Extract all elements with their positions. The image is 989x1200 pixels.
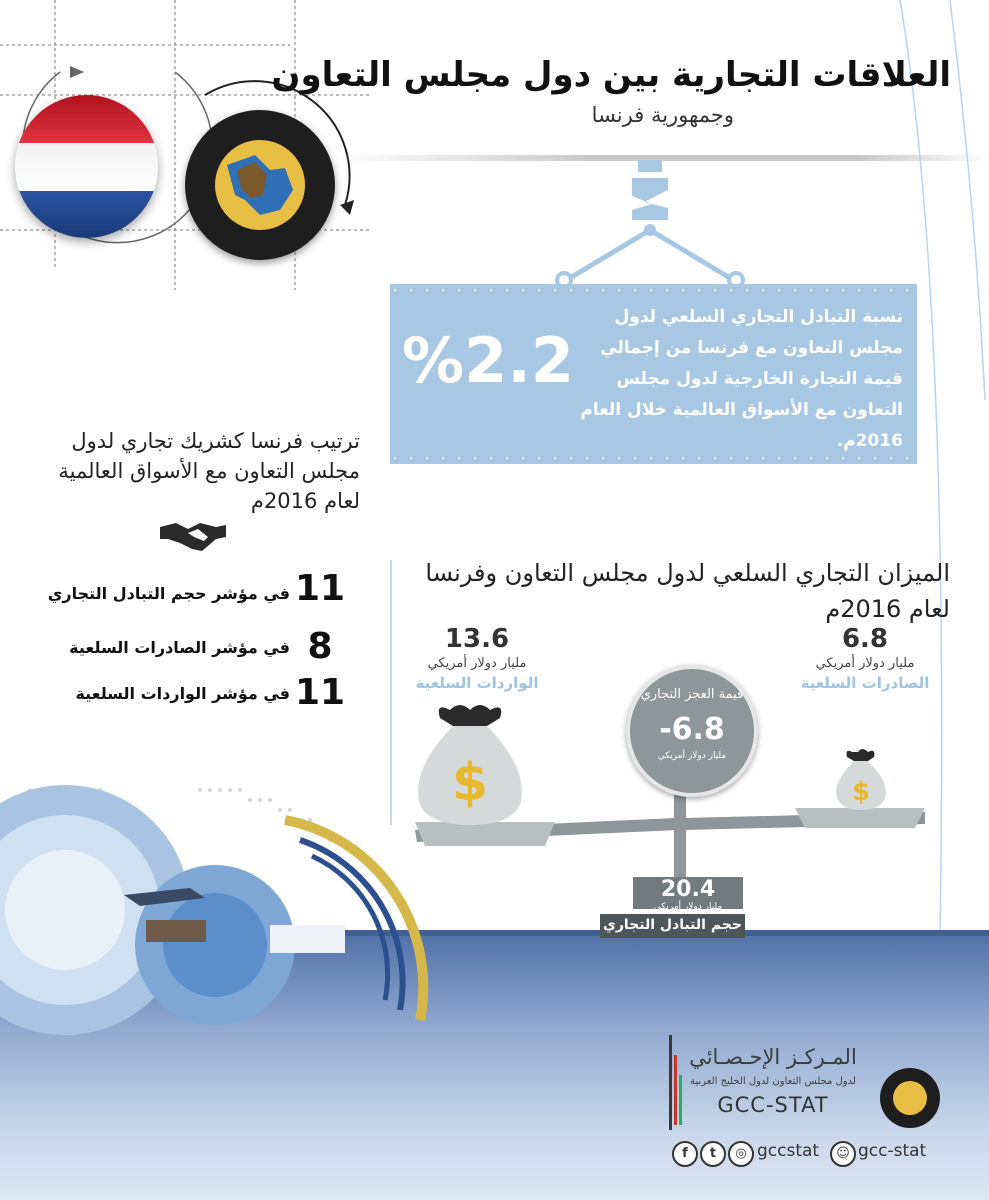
share-percentage: %2.2 <box>402 324 574 397</box>
world-trade-illustration <box>0 760 460 1060</box>
facebook-icon[interactable]: f <box>672 1141 698 1167</box>
exports-unit: مليار دولار أمريكي <box>815 656 915 671</box>
volume-label: حجم التبادل التجاري <box>603 917 742 933</box>
deficit-label: قيمة العجز التجاري <box>640 687 744 702</box>
rank-imports-number: 11 <box>294 672 346 713</box>
handshake-icon <box>158 515 228 555</box>
snapchat-icon[interactable]: ☺ <box>830 1141 856 1167</box>
gcc-map-icon <box>215 140 305 230</box>
instagram-icon[interactable]: ◎ <box>728 1141 754 1167</box>
rank-exports-number: 8 <box>307 626 333 667</box>
snapchat-handle[interactable]: gcc-stat <box>858 1141 927 1161</box>
rank-volume-label: في مؤشر حجم التبادل التجاري <box>47 584 290 603</box>
rank-exports-label: في مؤشر الصادرات السلعية <box>69 638 290 657</box>
share-description: نسبة التبادل التجاري السلعي لدول مجلس التعاون مع فرنسا من إجمالي قيمة التجارة الخارجية لدول مجلس التعاون مع الأسواق العالمية خلال العام 2016م. <box>580 307 903 451</box>
rank-volume-number: 11 <box>294 568 346 609</box>
share-card <box>390 284 917 464</box>
svg-text:$: $ <box>851 777 871 807</box>
imports-unit: مليار دولار أمريكي <box>427 656 527 671</box>
gcc-stat-logo-english: GCC-STAT <box>717 1093 829 1117</box>
ranking-title: ترتيب فرنسا كشريك تجاري لدول مجلس التعاون مع الأسواق العالمية لعام 2016م <box>58 429 360 513</box>
volume-box <box>633 877 743 912</box>
exports-value: 6.8 <box>841 624 889 654</box>
gcc-stat-logo-arabic: المـركـز الإحـصـائي <box>689 1045 857 1069</box>
france-flag-emblem <box>15 95 158 238</box>
volume-unit: مليار دولار أمريكي <box>653 902 723 912</box>
deficit-badge <box>626 665 758 797</box>
balance-title: الميزان التجاري السلعي لدول مجلس التعاون وفرنسا لعام 2016م <box>425 559 950 623</box>
gcc-emblem-logo <box>185 110 335 260</box>
gcc-small-map-icon <box>893 1081 927 1115</box>
volume-tag <box>600 914 745 938</box>
page-subtitle: وجمهورية فرنسا <box>591 103 734 127</box>
money-bag-icon-small <box>830 748 890 812</box>
deficit-unit: مليار دولار أمريكي <box>657 751 727 761</box>
rank-imports-label: في مؤشر الواردات السلعية <box>75 684 290 703</box>
gcc-stat-logo-subtitle: لدول مجلس التعاون لدول الخليج العربية <box>690 1076 856 1087</box>
flag-stripe-white <box>15 143 158 191</box>
imports-label: الواردات السلعية <box>415 674 539 692</box>
deficit-value: -6.8 <box>659 712 725 747</box>
gcc-emblem-small <box>880 1068 940 1128</box>
gcc-stat-flag-mark <box>665 1035 685 1130</box>
social-handle[interactable]: gccstat <box>757 1141 820 1161</box>
svg-text:$: $ <box>451 753 489 813</box>
imports-value: 13.6 <box>444 624 510 654</box>
crane-hook-icon <box>540 160 760 290</box>
volume-value: 20.4 <box>660 877 716 902</box>
page-title: العلاقات التجارية بين دول مجلس التعاون <box>271 55 951 95</box>
card-dots-top <box>390 288 917 292</box>
twitter-icon[interactable]: t <box>700 1141 726 1167</box>
exports-label: الصادرات السلعية <box>800 674 930 692</box>
